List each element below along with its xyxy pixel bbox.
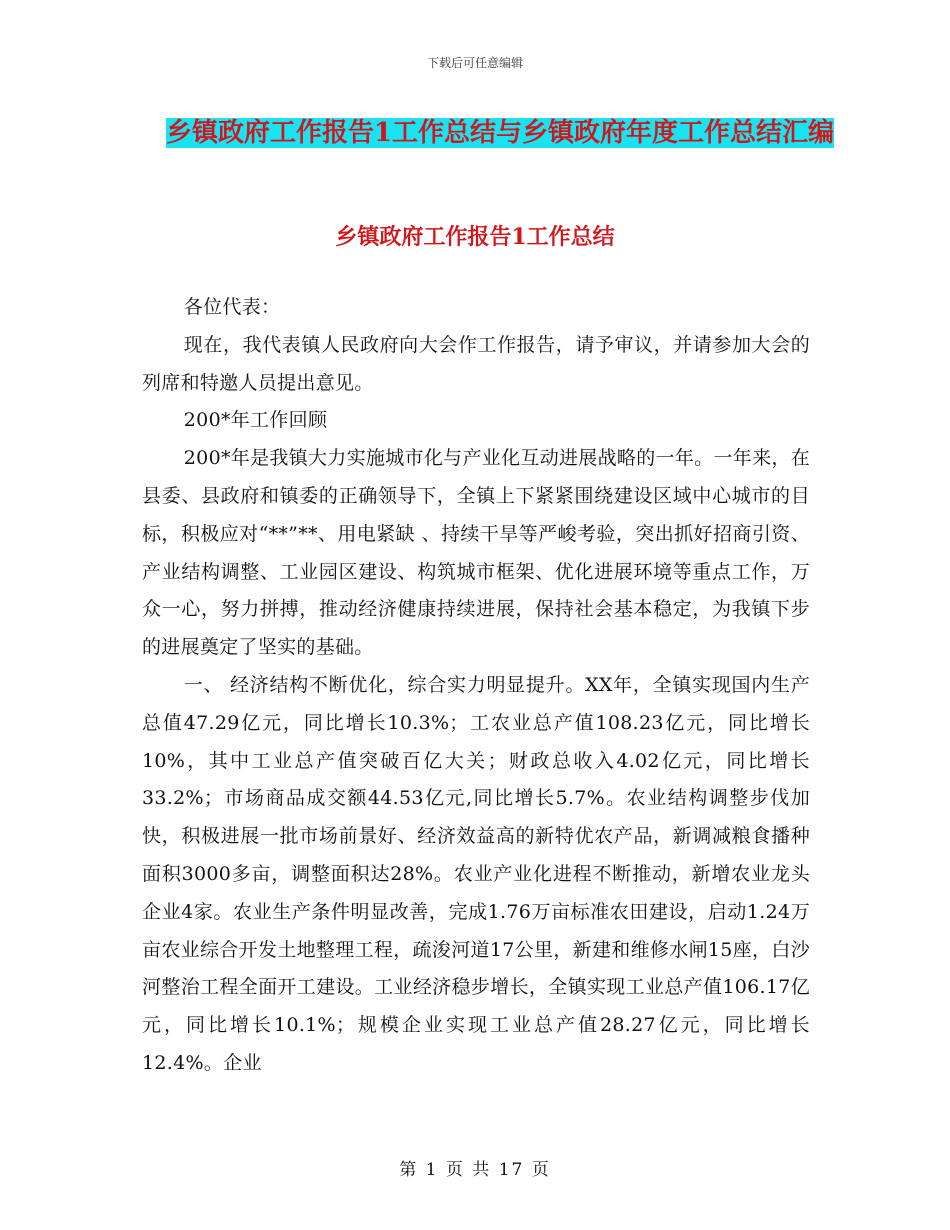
paragraph-review: 200*年是我镇大力实施城市化与产业化互动进展战略的一年。一年来，在县委、县政府和镇委的正确领导下，全镇上下紧紧围绕建设区域中心城市的目标，积极应对“**”**、用电紧缺 、持续干旱等严峻考验，突出抓好招商引资、产业结构调整、工业园区建设、构筑城市框架、优化进展环境等重点工作，万众一心，努力拼搏，推动经济健康持续进展，保持社会基本稳定，为我镇下步的进展奠定了坚实的基础。 (142, 447, 810, 659)
document-body (142, 289, 810, 1083)
page-footer: 第 1 页 共 17 页 (399, 1160, 551, 1180)
document-title-text: 乡镇政府工作报告1工作总结与乡镇政府年度工作总结汇编 (165, 118, 835, 148)
document-title (160, 108, 840, 158)
paragraph-economy: 一、 经济结构不断优化，综合实力明显提升。XX年，全镇实现国内生产总值47.29亿元，同比增长10.3%；工农业总产值108.23亿元，同比增长10%，其中工业总产值突破百亿大关；财政总收入4.02亿元，同比增长33.2%；市场商品成交额44.53亿元,同比增长5.7%。农业结构调整步伐加快，积极进展一批市场前景好、经济效益高的新特优农产品，新调减粮食播种面积3000多亩，调整面积达28%。农业产业化进程不断推动，新增农业龙头企业4家。农业生产条件明显改善，完成1.76万亩标准农田建设，启动1.24万亩农业综合开发土地整理工程，疏浚河道17公里，新建和维修水闸15座，白沙河整治工程全面开工建设。工业经济稳步增长，全镇实现工业总产值106.17亿元，同比增长10.1%；规模企业实现工业总产值28.27亿元，同比增长12.4%。企业 (142, 673, 810, 1074)
paragraph-salutation: 各位代表： (183, 296, 281, 318)
paragraph-heading-review: 200*年工作回顾 (183, 409, 328, 432)
header-note: 下载后可任意编辑 (426, 56, 523, 70)
paragraph-intro: 现在，我代表镇人民政府向大会作工作报告，请予审议，并请参加大会的列席和特邀人员提出意见。 (142, 333, 810, 394)
section-title: 乡镇政府工作报告1工作总结 (335, 224, 615, 250)
